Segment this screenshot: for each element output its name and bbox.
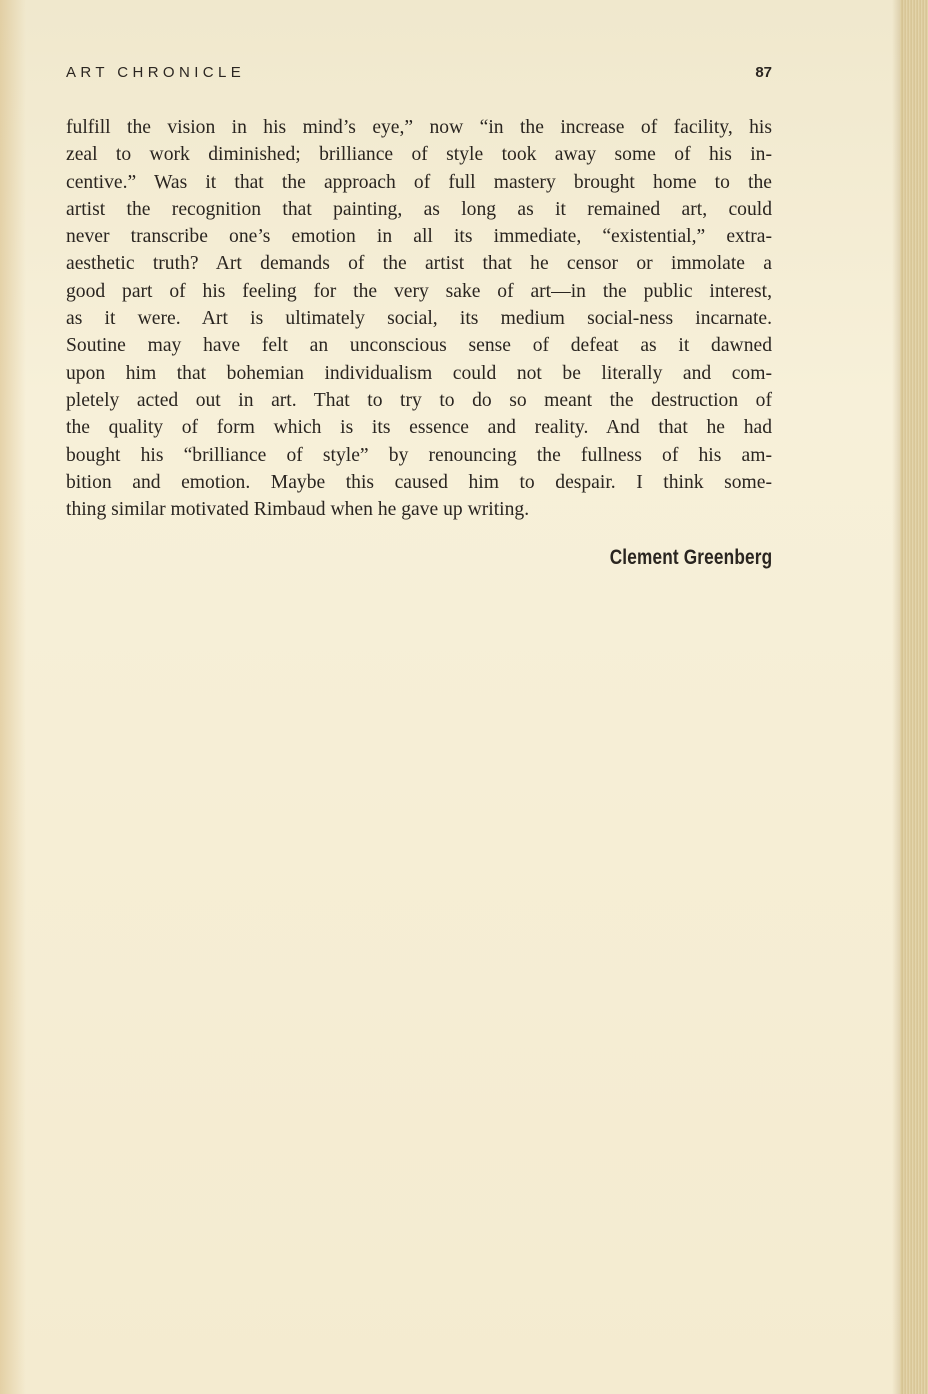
author-signature: Clement Greenberg [609, 546, 772, 569]
text-line: aesthetic truth? Art demands of the artist that he censor or immolate a [66, 253, 772, 275]
text-line: Soutine may have felt an unconscious sense of defeat as it dawned [66, 335, 772, 357]
text-line: zeal to work diminished; brilliance of style took away some of his in- [66, 144, 772, 166]
text-line: the quality of form which is its essence and reality. And that he had [66, 417, 772, 439]
text-line: centive.” Was it that the approach of full mastery brought home to the [66, 171, 772, 193]
page-number: 87 [755, 64, 772, 81]
text-line: pletely acted out in art. That to try to do so meant the destruction of [66, 389, 772, 411]
text-line: as it were. Art is ultimately social, its medium social-ness incarnate. [66, 308, 772, 330]
text-line-last: thing similar motivated Rimbaud when he gave up writing. [66, 499, 530, 521]
section-title: ART CHRONICLE [66, 64, 246, 81]
text-line: good part of his feeling for the very sake of art—in the public interest, [66, 280, 772, 302]
text-line: bought his “brilliance of style” by renouncing the fullness of his am- [66, 444, 772, 466]
text-line: upon him that bohemian individualism could not be literally and com- [66, 362, 772, 384]
body-paragraph [66, 114, 772, 523]
running-head [66, 64, 772, 84]
page-fore-edge [900, 0, 928, 1394]
text-line: bition and emotion. Maybe this caused him to despair. I think some- [66, 471, 772, 493]
text-line: never transcribe one’s emotion in all its immediate, “existential,” extra- [66, 226, 772, 248]
text-line: fulfill the vision in his mind’s eye,” now “in the increase of facility, his [66, 117, 772, 138]
text-line: artist the recognition that painting, as long as it remained art, could [66, 198, 772, 220]
